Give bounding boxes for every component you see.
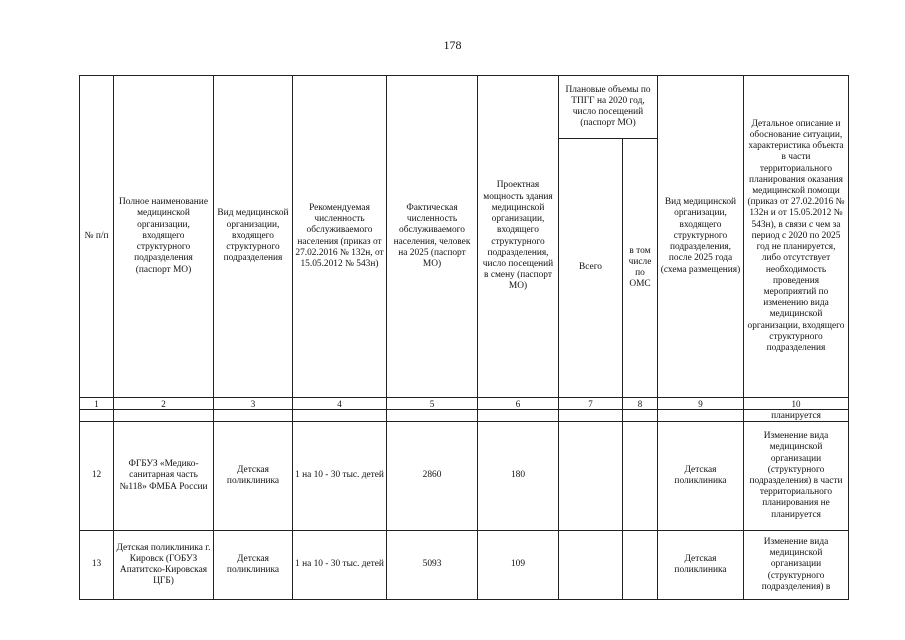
page-number: 178	[443, 38, 462, 52]
column-number: 8	[623, 398, 658, 410]
column-number: 5	[387, 398, 478, 410]
header-type: Вид медицинской организации, входящего структурного подразделения	[214, 76, 293, 398]
column-number: 2	[114, 398, 214, 410]
header-actual: Фактическая численность обслуживаемого населения, человек на 2025 (паспорт МО)	[387, 76, 478, 398]
column-number: 3	[214, 398, 293, 410]
table-row	[80, 531, 849, 600]
header-description: Детальное описание и обоснование ситуации, характеристика объекта в части территориального планирования оказания медицинской помощи (приказ от 27.02.2016 № 132н и от 15.05.2012 № 543н), в связи с чем за период с 2020 по 2025 год не планируется, либо отсутствует необходимость проведения мероприятий по изменению вида медицинской организации, входящего структурного подразделения	[744, 76, 849, 398]
column-number-row	[80, 398, 849, 410]
column-number: 4	[293, 398, 387, 410]
row-actual: 2860	[387, 422, 478, 531]
row-recommended: 1 на 10 - 30 тыс. детей	[293, 422, 387, 531]
row-name: Детская поликлиника г. Кировск (ГОБУЗ Апатитско-Кировская ЦГБ)	[114, 531, 214, 600]
row-total	[559, 531, 623, 600]
header-row	[80, 76, 849, 139]
header-type-after: Вид медицинской организации, входящего структурного подразделения, после 2025 года (схема размещения)	[658, 76, 744, 398]
continued-description: планируется	[744, 410, 849, 422]
header-number: № п/п	[80, 76, 114, 398]
column-number: 1	[80, 398, 114, 410]
row-type: Детская поликлиника	[214, 531, 293, 600]
row-total	[559, 422, 623, 531]
row-number: 12	[80, 422, 114, 531]
column-number: 9	[658, 398, 744, 410]
row-capacity: 180	[478, 422, 559, 531]
row-recommended: 1 на 10 - 30 тыс. детей	[293, 531, 387, 600]
header-capacity: Проектная мощность здания медицинской организации, входящего структурного подразделения, число посещений в смену (паспорт МО)	[478, 76, 559, 398]
header-total: Всего	[559, 139, 623, 398]
row-type: Детская поликлиника	[214, 422, 293, 531]
row-actual: 5093	[387, 531, 478, 600]
row-oms	[623, 422, 658, 531]
header-planned-volumes: Плановые объемы по ТПГГ на 2020 год, число посещений (паспорт МО)	[559, 76, 658, 139]
row-description: Изменение вида медицинской организации (структурного подразделения) в части территориального планирования не планируется	[744, 422, 849, 531]
table-row	[80, 422, 849, 531]
column-number: 10	[744, 398, 849, 410]
row-description: Изменение вида медицинской организации (структурного подразделения) в	[744, 531, 849, 600]
row-capacity: 109	[478, 531, 559, 600]
facilities-table	[79, 75, 849, 600]
continued-row	[80, 410, 849, 422]
row-name: ФГБУЗ «Медико-санитарная часть №118» ФМБА России	[114, 422, 214, 531]
column-number: 7	[559, 398, 623, 410]
header-name: Полное наименование медицинской организации, входящего структурного подразделения (паспорт МО)	[114, 76, 214, 398]
row-number: 13	[80, 531, 114, 600]
column-number: 6	[478, 398, 559, 410]
header-recommended: Рекомендуемая численность обслуживаемого населения (приказ от 27.02.2016 № 132н, от 15.05.2012 № 543н)	[293, 76, 387, 398]
row-type-after: Детская поликлиника	[658, 531, 744, 600]
row-oms	[623, 531, 658, 600]
row-type-after: Детская поликлиника	[658, 422, 744, 531]
header-oms: в том числе по ОМС	[623, 139, 658, 398]
